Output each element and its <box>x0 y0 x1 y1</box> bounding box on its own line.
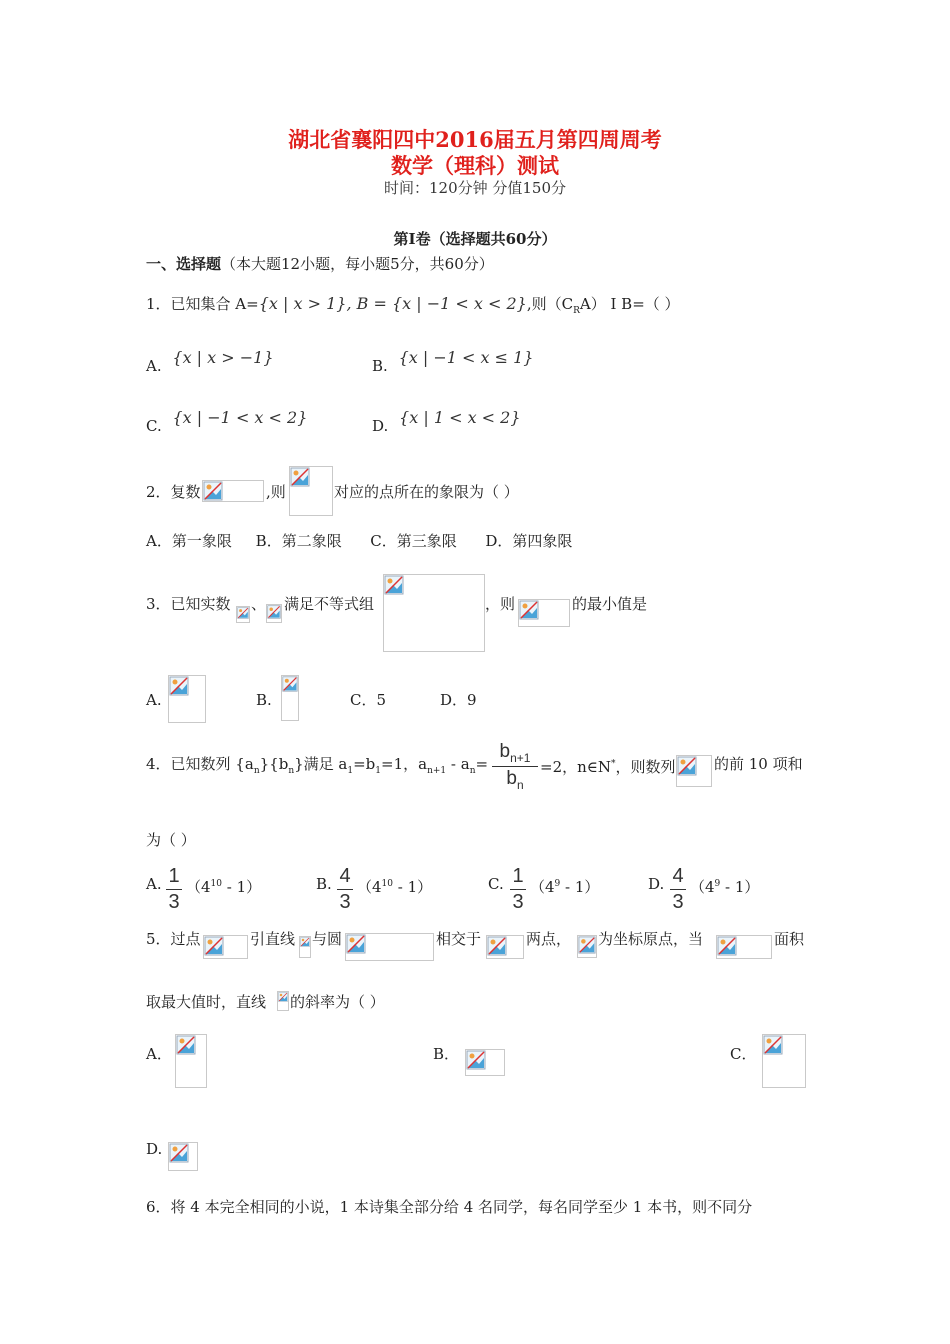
frac-num: 4 <box>672 865 684 887</box>
q4-option-c-expr <box>530 874 599 897</box>
q4-sub: n <box>469 766 476 776</box>
fraction-bar <box>510 889 526 890</box>
broken-image-icon <box>676 755 712 787</box>
broken-image-icon <box>762 1034 806 1088</box>
broken-image-icon <box>175 1034 207 1088</box>
q4-frac-denominator <box>492 768 538 792</box>
q1-option-a[interactable] <box>146 348 274 376</box>
q4-part2-text: =2，n∈N <box>540 758 612 776</box>
q2-part2: ,则 <box>266 483 286 501</box>
q4-option-d[interactable] <box>648 874 664 894</box>
q1-option-d[interactable] <box>372 408 521 436</box>
broken-image-glyph <box>763 1035 783 1055</box>
q5-p4: 相交于 <box>436 930 482 948</box>
frac-num: 1 <box>512 865 524 887</box>
q4-option-b-expr <box>357 874 432 897</box>
q4-sub: 1 <box>375 766 382 776</box>
broken-image-icon <box>281 675 299 721</box>
expr-base: （4 <box>357 878 382 896</box>
question-4 <box>146 754 488 781</box>
broken-image-glyph <box>384 575 404 595</box>
q3-part1: 3．已知实数 <box>146 595 231 613</box>
q1-suffix2: A） I B=（ ） <box>579 295 680 313</box>
q3-part2: 、 <box>251 595 267 613</box>
q4-option-a-fraction <box>166 865 182 914</box>
q2-options[interactable]: A．第一象限 B．第二象限 C．第三象限 D．第四象限 <box>146 532 573 550</box>
expr-exp: 9 <box>714 879 721 889</box>
broken-image-glyph <box>169 1143 189 1163</box>
broken-image-icon <box>202 480 264 502</box>
q4-option-c[interactable] <box>488 874 504 894</box>
broken-image-glyph <box>300 937 310 947</box>
q5-p1: 5．过点 <box>146 930 201 948</box>
frac-den: 3 <box>339 891 351 913</box>
fraction-bar <box>166 889 182 890</box>
expr-tail: - 1） <box>222 878 262 896</box>
q4-frac-num-b: b <box>499 741 511 762</box>
q4-option-d-fraction <box>670 865 686 914</box>
broken-image-glyph <box>282 676 298 692</box>
q4-sub: 1 <box>347 766 354 776</box>
q4-frac-den-sub: n <box>516 777 524 792</box>
q4-option-label: B. <box>316 875 332 893</box>
broken-image-glyph <box>169 676 189 696</box>
q4-sub: n <box>288 766 295 776</box>
q4-option-label: D. <box>648 875 665 893</box>
expr-exp: 10 <box>210 879 222 889</box>
expr-exp: 9 <box>554 879 561 889</box>
expr-base: （4 <box>530 878 555 896</box>
broken-image-icon <box>203 935 248 959</box>
broken-image-glyph <box>677 756 697 776</box>
broken-image-glyph <box>346 934 366 954</box>
q2-part1: 2．复数 <box>146 483 201 501</box>
broken-image-icon <box>168 675 206 723</box>
q1-option-c-label: C. <box>146 417 162 435</box>
q1-set-b: , B = {x | −1 < x < 2} <box>346 294 527 313</box>
q3-option-d[interactable]: D．9 <box>440 691 477 709</box>
broken-image-icon <box>577 935 597 958</box>
expr-tail: - 1） <box>560 878 600 896</box>
q4-part1b: }{b <box>259 755 289 773</box>
fraction-bar <box>337 889 353 890</box>
fraction-bar <box>492 766 538 767</box>
q1-option-a-label: A. <box>146 357 162 375</box>
broken-image-glyph <box>204 936 224 956</box>
broken-image-icon <box>289 466 333 516</box>
part-heading-title: 一、选择题 <box>146 255 222 273</box>
q5-option-a[interactable]: A． <box>146 1045 172 1063</box>
q4-option-b-fraction <box>337 865 353 914</box>
q3-option-c[interactable]: C．5 <box>350 691 387 709</box>
question-6: 6．将 4 本完全相同的小说，1 本诗集全部分给 4 名同学，每名同学至少 1 本书，则不同分 <box>146 1198 753 1216</box>
frac-den: 3 <box>512 891 524 913</box>
broken-image-glyph <box>290 467 310 487</box>
q5-option-d[interactable]: D. <box>146 1140 163 1158</box>
q4-option-b[interactable] <box>316 874 332 894</box>
q4-frac-num-sub: n+1 <box>510 750 531 765</box>
q4-star: * <box>611 759 616 769</box>
q4-frac-den-b: b <box>506 767 517 789</box>
q4-option-a[interactable] <box>146 874 162 894</box>
q3-option-a[interactable]: A. <box>146 691 162 709</box>
broken-image-icon <box>383 574 485 652</box>
q4-sub: n+1 <box>427 766 447 776</box>
frac-den: 3 <box>672 891 684 913</box>
broken-image-icon <box>299 936 311 958</box>
question-1 <box>146 294 680 321</box>
q1-option-b-label: B. <box>372 357 388 375</box>
exam-title-line1: 湖北省襄阳四中2016届五月第四周周考 <box>288 127 662 152</box>
q5-option-b[interactable]: B． <box>433 1045 460 1063</box>
broken-image-icon <box>345 933 434 961</box>
broken-image-glyph <box>466 1050 486 1070</box>
q1-sub-r: R <box>573 306 580 316</box>
q1-option-d-math: {x | 1 < x < 2} <box>399 408 521 427</box>
q4-part1c: }满足 a <box>294 755 348 773</box>
q4-part1: 4．已知数列 {a <box>146 755 254 773</box>
frac-den: 3 <box>168 891 180 913</box>
broken-image-icon <box>168 1142 198 1171</box>
q4-line2: 为（ ） <box>146 831 196 849</box>
broken-image-icon <box>266 604 282 623</box>
q4-part2 <box>540 754 676 777</box>
expr-base: （4 <box>186 878 211 896</box>
broken-image-icon <box>518 599 570 627</box>
broken-image-glyph <box>519 600 539 620</box>
volume-heading: 第Ⅰ卷（选择题共60分） <box>393 230 557 248</box>
q4-option-label: A. <box>146 875 162 893</box>
broken-image-glyph <box>176 1035 196 1055</box>
q4-frac-numerator <box>492 741 538 765</box>
q4-fraction <box>492 741 538 792</box>
q1-prefix: 1．已知集合 A= <box>146 295 259 313</box>
part-heading <box>146 254 494 274</box>
broken-image-glyph <box>267 605 281 619</box>
q4-option-d-expr <box>690 874 759 897</box>
expr-tail: - 1） <box>720 878 760 896</box>
broken-image-icon <box>465 1049 505 1076</box>
broken-image-glyph <box>487 936 507 956</box>
q1-suffix: ,则（C <box>526 295 574 313</box>
broken-image-glyph <box>578 936 596 954</box>
exam-title-line2: 数学（理科）测试 <box>391 153 559 178</box>
q1-set-a: {x | x > 1} <box>258 294 347 313</box>
part-heading-note: （本大题12小题，每小题5分，共60分） <box>221 255 494 273</box>
expr-tail: - 1） <box>393 878 433 896</box>
exam-time-info: 时间：120分钟 分值150分 <box>383 179 567 197</box>
frac-num: 1 <box>168 865 180 887</box>
broken-image-glyph <box>203 481 223 501</box>
q4-part1g: = <box>475 755 489 773</box>
q5-option-c[interactable]: C． <box>730 1045 757 1063</box>
q4-part1d: =b <box>353 755 376 773</box>
broken-image-glyph <box>717 936 737 956</box>
q5-p6: 为坐标原点，当 <box>598 930 704 948</box>
q4-option-label: C. <box>488 875 504 893</box>
q4-option-a-expr <box>186 874 261 897</box>
q3-part4: ，则 <box>485 595 516 613</box>
q3-part5: 的最小值是 <box>572 595 648 613</box>
broken-image-glyph <box>278 992 288 1002</box>
q5-p3: 与圆 <box>312 930 343 948</box>
expr-base: （4 <box>690 878 715 896</box>
expr-exp: 10 <box>381 879 393 889</box>
q4-part1e: =1，a <box>381 755 428 773</box>
q5-line2b: 的斜率为（ ） <box>290 993 385 1011</box>
q4-sub: n <box>253 766 260 776</box>
broken-image-icon <box>277 991 289 1011</box>
q5-p7: 面积 <box>774 930 805 948</box>
q4-part4: 的前 10 项和 <box>714 755 803 773</box>
q5-p2: 引直线 <box>250 930 296 948</box>
q1-option-c[interactable] <box>146 408 308 436</box>
frac-num: 4 <box>339 865 351 887</box>
broken-image-icon <box>236 606 250 623</box>
q4-part1f: - a <box>446 755 470 773</box>
q5-line2a: 取最大值时，直线 <box>146 993 267 1011</box>
q1-option-b[interactable] <box>372 348 534 376</box>
q3-part3: 满足不等式组 <box>284 595 375 613</box>
q5-p5: 两点， <box>526 930 572 948</box>
q1-option-b-math: {x | −1 < x ≤ 1} <box>398 348 534 367</box>
broken-image-glyph <box>237 607 249 619</box>
broken-image-icon <box>486 935 524 959</box>
fraction-bar <box>670 889 686 890</box>
q1-option-c-math: {x | −1 < x < 2} <box>172 408 308 427</box>
q4-part3: ，则数列 <box>615 758 676 776</box>
q2-part3: 对应的点所在的象限为（ ） <box>334 483 519 501</box>
q1-option-d-label: D. <box>372 417 389 435</box>
q3-option-b[interactable]: B. <box>256 691 272 709</box>
q1-option-a-math: {x | x > −1} <box>172 348 274 367</box>
q4-option-c-fraction <box>510 865 526 914</box>
broken-image-icon <box>716 935 772 959</box>
